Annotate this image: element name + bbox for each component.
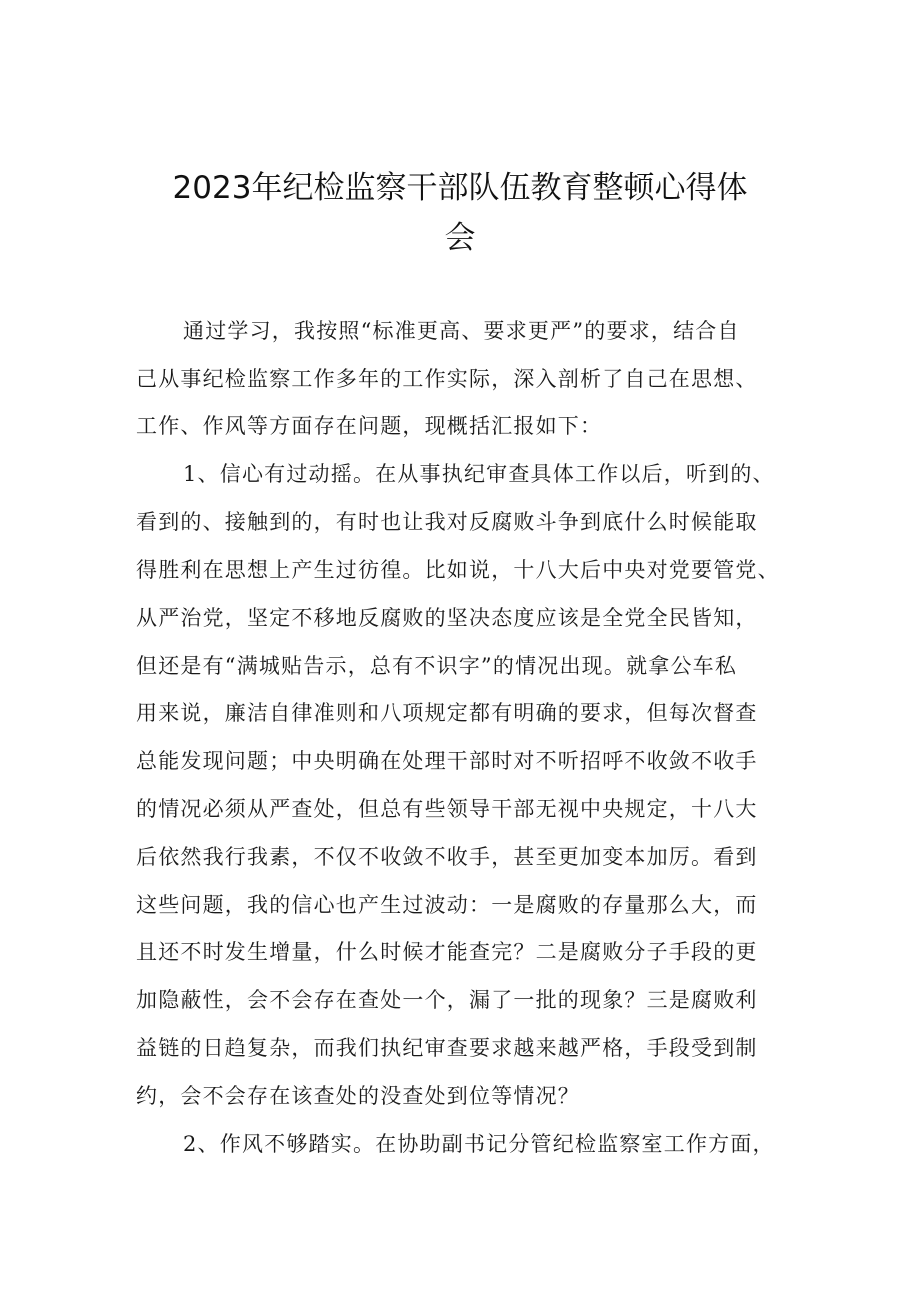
paragraph-2-line-14: 约，会不会存在该查处的没查处到位等情况？ <box>136 1084 580 1108</box>
paragraph-3-line-1: 2、作风不够踏实。在协助副书记分管纪检监察室工作方面， <box>183 1132 775 1156</box>
paragraph-2-line-2: 看到的、接触到的，有时也让我对反腐败斗争到底什么时候能取 <box>136 510 758 534</box>
paragraph-1-line-1: 通过学习，我按照“标准更高、要求更严”的要求，结合自 <box>183 319 740 343</box>
paragraph-2-line-13: 益链的日趋复杂，而我们执纪审查要求越来越严格，手段受到制 <box>136 1036 758 1060</box>
paragraph-2-line-11: 且还不时发生增量，什么时候才能查完？二是腐败分子手段的更 <box>136 940 758 964</box>
paragraph-2-line-4: 从严治党，坚定不移地反腐败的坚决态度应该是全党全民皆知， <box>136 606 758 630</box>
paragraph-2-line-8: 的情况必须从严查处，但总有些领导干部无视中央规定，十八大 <box>136 797 758 821</box>
paragraph-2-line-5: 但还是有“满城贴告示，总有不识字”的情况出现。就拿公车私 <box>136 654 738 678</box>
paragraph-2-line-6: 用来说，廉洁自律准则和八项规定都有明确的要求，但每次督查 <box>136 701 758 725</box>
document-title-line-1: 2023年纪检监察干部队伍教育整顿心得体 <box>172 170 748 206</box>
paragraph-2-line-3: 得胜利在思想上产生过彷徨。比如说，十八大后中央对党要管党、 <box>136 558 780 582</box>
paragraph-2-line-10: 这些问题，我的信心也产生过波动：一是腐败的存量那么大，而 <box>136 893 758 917</box>
document-title-line-2: 会 <box>444 220 476 256</box>
paragraph-1-line-2: 己从事纪检监察工作多年的工作实际，深入剖析了自己在思想、 <box>136 367 758 391</box>
paragraph-2-line-1: 1、信心有过动摇。在从事执纪审查具体工作以后，听到的、 <box>183 462 775 486</box>
paragraph-2-line-12: 加隐蔽性，会不会存在查处一个，漏了一批的现象？三是腐败利 <box>136 988 758 1012</box>
paragraph-2-line-9: 后依然我行我素，不仅不收敛不收手，甚至更加变本加厉。看到 <box>136 845 758 869</box>
paragraph-1-line-3: 工作、作风等方面存在问题，现概括汇报如下： <box>136 414 603 438</box>
paragraph-2-line-7: 总能发现问题；中央明确在处理干部时对不听招呼不收敛不收手 <box>136 749 758 773</box>
